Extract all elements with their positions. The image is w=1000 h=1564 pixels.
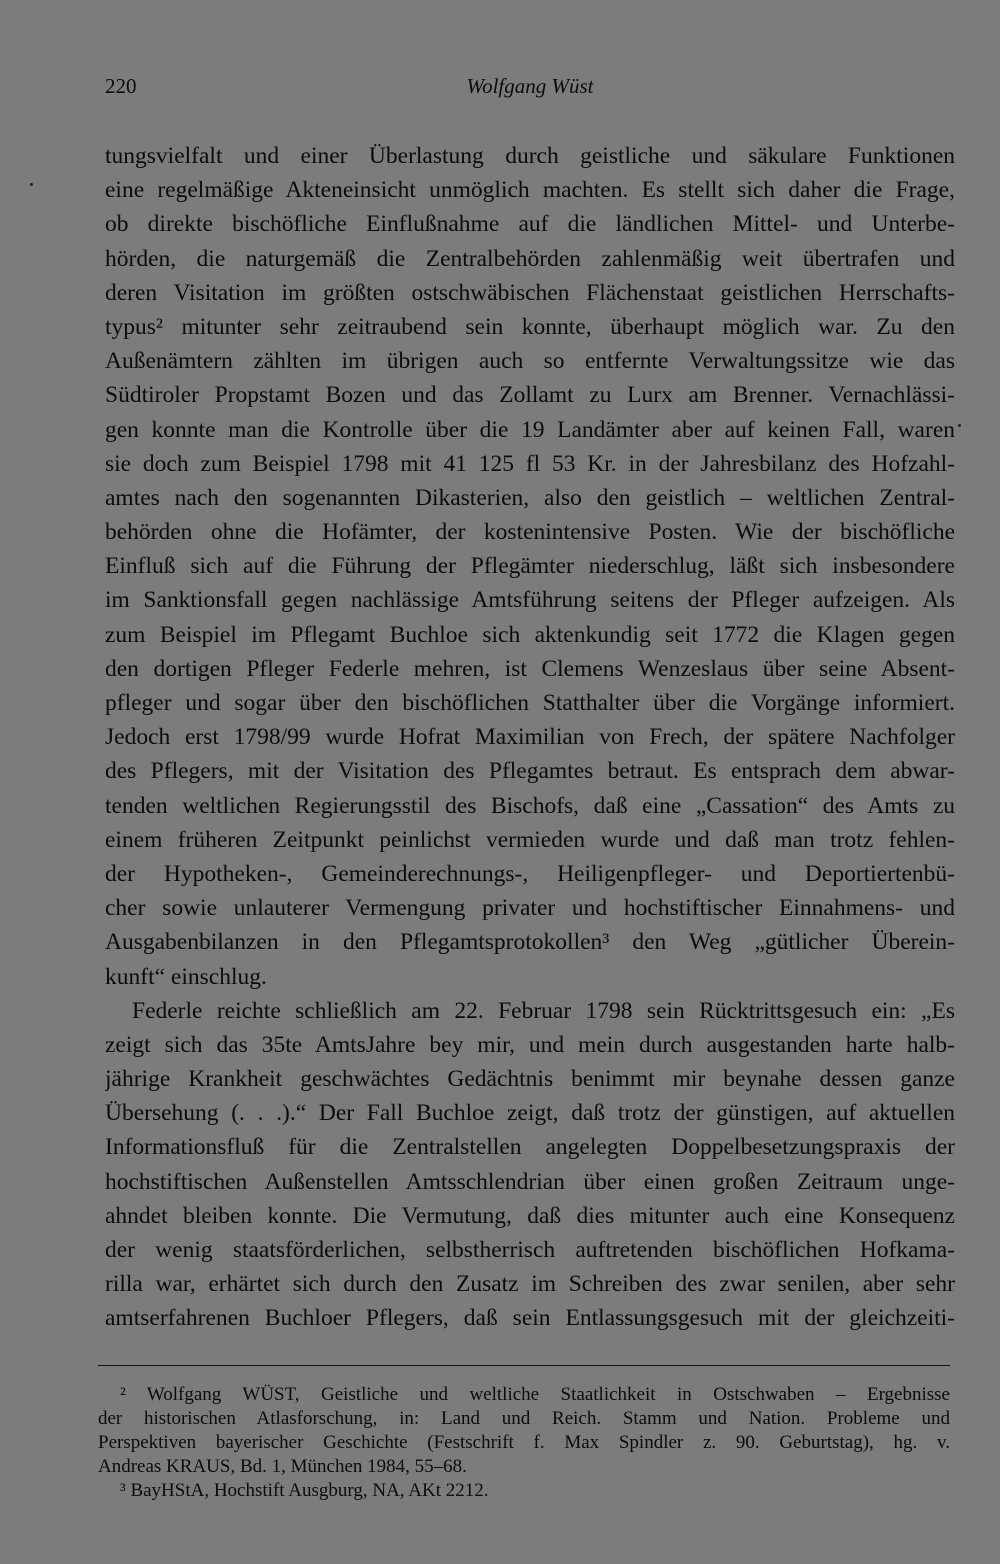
body-line: jährige Krankheit geschwächtes Gedächtnis benimmt mir beynahe dessen ganze bbox=[105, 1066, 955, 1093]
body-line: cher sowie unlauterer Vermengung privater und hochstiftischer Einnahmens- und bbox=[105, 895, 955, 922]
footnote-line: Andreas KRAUS, Bd. 1, München 1984, 55–68. bbox=[98, 1456, 467, 1477]
body-line: einem früheren Zeitpunkt peinlichst vermieden wurde und daß man trotz fehlen- bbox=[105, 826, 955, 853]
body-line: Einfluß sich auf die Führung der Pflegämter niederschlug, läßt sich insbesondere bbox=[105, 553, 955, 580]
body-line: rilla war, erhärtet sich durch den Zusatz im Schreiben des zwar senilen, aber sehr bbox=[105, 1271, 955, 1298]
body-line: tungsvielfalt und einer Überlastung durch geistliche und säkulare Funktionen bbox=[105, 143, 955, 169]
body-line: amtserfahrenen Buchloer Pflegers, daß sein Entlassungsgesuch mit der gleichzeiti- bbox=[105, 1305, 955, 1332]
running-head: Wolfgang Wüst bbox=[466, 74, 594, 98]
body-line: ob direkte bischöfliche Einflußnahme auf die ländlichen Mittel- und Unterbe- bbox=[105, 211, 955, 238]
footnotes bbox=[98, 1383, 950, 1503]
footnote-separator bbox=[98, 1365, 950, 1366]
scan-speck bbox=[958, 424, 961, 427]
body-line: Südtiroler Propstamt Bozen und das Zollamt zu Lurx am Brenner. Vernachlässi- bbox=[105, 382, 955, 409]
body-line: amtes nach den sogenannten Dikasterien, also den geistlich – weltlichen Zentral- bbox=[105, 484, 955, 511]
body-line: typus² mitunter sehr zeitraubend sein konnte, überhaupt möglich war. Zu den bbox=[105, 313, 955, 340]
body-line: der wenig staatsförderlichen, selbstherrisch auftretenden bischöflichen Hofkama- bbox=[105, 1237, 955, 1263]
footnote-line: der historischen Atlasforschung, in: Land und Reich. Stamm und Nation. Probleme und bbox=[98, 1408, 950, 1429]
body-line: Außenämtern zählten im übrigen auch so entfernte Verwaltungssitze wie das bbox=[105, 348, 955, 375]
body-line: Übersehung (. . .).“ Der Fall Buchloe zeigt, daß trotz der günstigen, auf aktuellen bbox=[105, 1100, 955, 1127]
body-line: zum Beispiel im Pflegamt Buchloe sich aktenkundig seit 1772 die Klagen gegen bbox=[105, 621, 955, 648]
body-line: den dortigen Pfleger Federle mehren, ist Clemens Wenzeslaus über seine Absent- bbox=[105, 655, 955, 682]
page-header bbox=[105, 74, 955, 108]
page-number: 220 bbox=[105, 74, 137, 98]
footnote-line: ² Wolfgang WÜST, Geistliche und weltliche Staatlichkeit in Ostschwaben – Ergebnisse bbox=[120, 1384, 950, 1405]
body-line: der Hypotheken-, Gemeinderechnungs-, Heiligenpfleger- und Deportiertenbü- bbox=[105, 860, 955, 887]
body-line: sie doch zum Beispiel 1798 mit 41 125 fl 53 Kr. in der Jahresbilanz des Hofzahl- bbox=[105, 450, 955, 477]
body-line: eine regelmäßige Akteneinsicht unmöglich machten. Es stellt sich daher die Frage, bbox=[105, 177, 955, 204]
scan-speck bbox=[30, 183, 33, 186]
body-line: ahndet bleiben konnte. Die Vermutung, daß dies mitunter auch eine Konsequenz bbox=[105, 1202, 955, 1229]
body-line: tenden weltlichen Regierungsstil des Bischofs, daß eine „Cassation“ des Amts zu bbox=[105, 792, 955, 819]
body-line: gen konnte man die Kontrolle über die 19 Landämter aber auf keinen Fall, waren bbox=[105, 416, 955, 443]
body-line: Federle reichte schließlich am 22. Februar 1798 sein Rücktrittsgesuch ein: „Es bbox=[132, 997, 955, 1024]
body-line: pfleger und sogar über den bischöflichen Statthalter über die Vorgänge informiert. bbox=[105, 690, 955, 716]
body-line: kunft“ einschlug. bbox=[105, 963, 267, 990]
body-line: im Sanktionsfall gegen nachlässige Amtsführung seitens der Pfleger aufzeigen. Als bbox=[105, 587, 955, 614]
body-line: behörden ohne die Hofämter, der kostenintensive Posten. Wie der bischöfliche bbox=[105, 519, 955, 546]
footnote-line: Perspektiven bayerischer Geschichte (Festschrift f. Max Spindler z. 90. Geburtstag), hg. v. bbox=[98, 1432, 950, 1453]
body-line: Informationsfluß für die Zentralstellen angelegten Doppelbesetzungspraxis der bbox=[105, 1134, 955, 1161]
body-line: hochstiftischen Außenstellen Amtsschlendrian über einen großen Zeitraum unge- bbox=[105, 1168, 955, 1195]
body-line: hörden, die naturgemäß die Zentralbehörden zahlenmäßig weit übertrafen und bbox=[105, 245, 955, 272]
body-line: deren Visitation im größten ostschwäbischen Flächenstaat geistlichen Herrschafts- bbox=[105, 279, 955, 306]
body-line: Jedoch erst 1798/99 wurde Hofrat Maximilian von Frech, der spätere Nachfolger bbox=[105, 724, 955, 751]
body-text bbox=[105, 139, 955, 1336]
body-line: des Pflegers, mit der Visitation des Pflegamtes betraut. Es entsprach dem abwar- bbox=[105, 758, 955, 785]
footnote-line: ³ BayHStA, Hochstift Ausgburg, NA, AKt 2212. bbox=[120, 1480, 489, 1501]
body-line: Ausgabenbilanzen in den Pflegamtsprotokollen³ den Weg „gütlicher Überein- bbox=[105, 929, 955, 956]
body-line: zeigt sich das 35te AmtsJahre bey mir, und mein durch ausgestanden harte halb- bbox=[105, 1031, 955, 1058]
